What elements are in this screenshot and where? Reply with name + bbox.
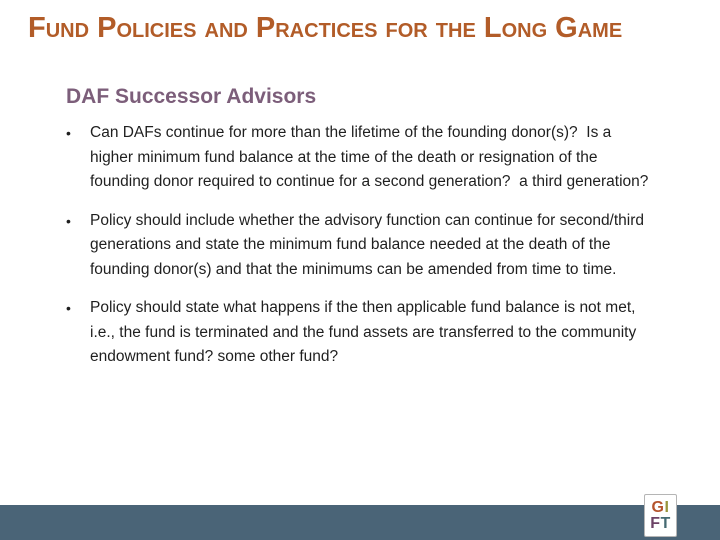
bullet-item	[66, 209, 658, 283]
gift-logo	[644, 494, 677, 537]
bullet-item	[66, 296, 658, 370]
gift-logo-letter-g: G	[651, 498, 665, 516]
gift-logo-row-2	[650, 516, 671, 532]
gift-logo-letter-f: F	[650, 514, 661, 532]
gift-logo-letter-i: I	[664, 498, 670, 516]
bullet-item	[66, 121, 658, 195]
bullet-text: Policy should include whether the advisory function can continue for second/third generations and state the minimum fund balance needed at the death of the founding donor(s) and that the minimums can be amended from time to time.	[90, 211, 649, 278]
slide-subtitle: DAF Successor Advisors	[66, 85, 317, 108]
page-title: Fund Policies and Practices for the Long Game	[28, 12, 623, 44]
bullet-marker: •	[66, 212, 71, 229]
gift-logo-row-1	[652, 500, 670, 516]
bullet-marker: •	[66, 300, 71, 316]
footer-accent-bar	[0, 505, 720, 540]
bullet-text: Can DAFs continue for more than the lifetime of the founding donor(s)? Is a higher minimum fund balance at the time of the death or resignation of the founding donor required to continue for a second generation? a third generation?	[90, 124, 649, 190]
gift-logo-letter-t: T	[660, 514, 671, 532]
bullet-marker: •	[66, 125, 71, 141]
bullet-text: Policy should state what happens if the then applicable fund balance is not met, i.e., the fund is terminated and the fund assets are transferred to the community endowment fund? some other fund?	[90, 299, 641, 365]
bullet-list	[66, 121, 658, 384]
